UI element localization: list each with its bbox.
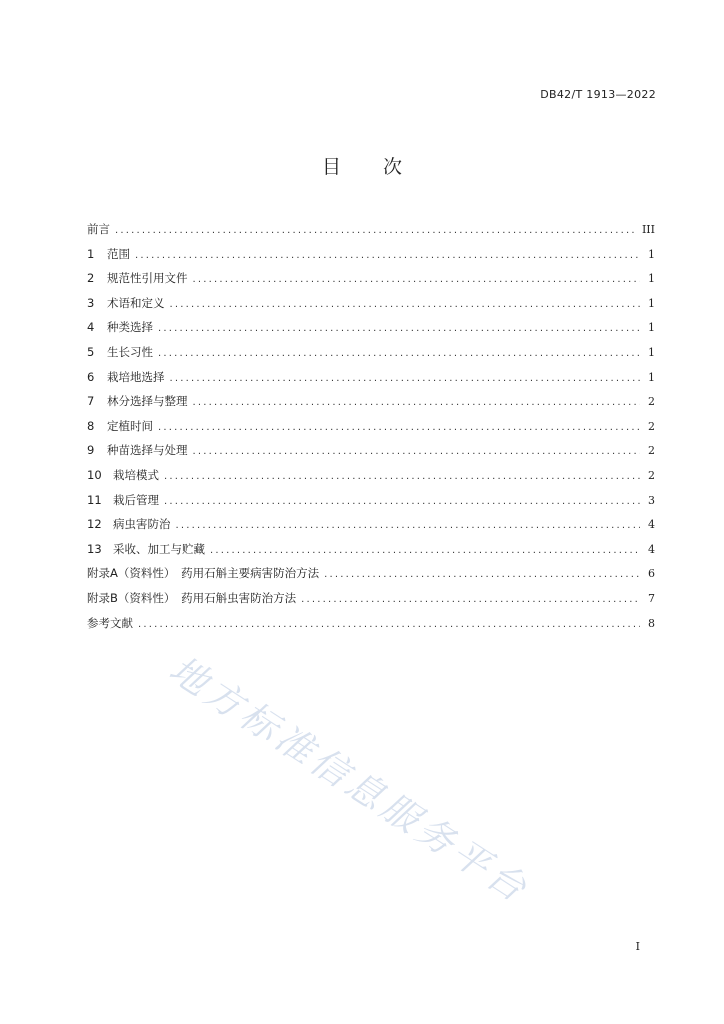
toc-entry-page: 2 <box>648 468 655 482</box>
toc-entry-number: 9 <box>87 443 95 458</box>
toc-entry-foreword[interactable] <box>87 221 655 246</box>
toc-entry-label: 生长习性 <box>107 344 153 359</box>
toc-entry-page: 2 <box>648 444 655 458</box>
toc-entry-number: 10 <box>87 467 102 482</box>
toc-entry-label: 前言 <box>87 222 110 236</box>
page-title <box>0 152 724 179</box>
toc-entry-terms[interactable] <box>87 295 655 320</box>
toc-entry-page: 8 <box>648 616 655 630</box>
toc-entry-label: 种苗选择与处理 <box>107 443 188 458</box>
toc-entry-label: 采收、加工与贮藏 <box>113 541 205 556</box>
toc-entry-label: 林分选择与整理 <box>107 394 188 409</box>
document-code: DB42/T 1913—2022 <box>540 88 656 101</box>
toc-entry-growth-habits[interactable] <box>87 344 655 369</box>
toc-entry-bibliography[interactable] <box>87 615 655 640</box>
toc-entry-number: 2 <box>87 271 95 286</box>
toc-entry-species-selection[interactable] <box>87 319 655 344</box>
toc-entry-label: 栽培地选择 <box>107 369 165 384</box>
toc-entry-number: 1 <box>87 246 95 261</box>
toc-dot-leader <box>164 496 640 507</box>
toc-dot-leader <box>138 619 640 630</box>
table-of-contents <box>87 221 655 639</box>
toc-entry-label: 病虫害防治 <box>113 517 171 532</box>
toc-entry-page: 1 <box>648 296 655 310</box>
toc-entry-appendix-b[interactable] <box>87 590 655 615</box>
toc-entry-page: 4 <box>648 518 655 532</box>
toc-entry-planting-time[interactable] <box>87 418 655 443</box>
toc-entry-page: 1 <box>648 247 655 261</box>
toc-dot-leader <box>158 323 640 334</box>
toc-entry-label: 种类选择 <box>107 320 153 335</box>
toc-entry-number: 6 <box>87 369 95 384</box>
toc-entry-page: III <box>641 223 655 236</box>
toc-dot-leader <box>135 250 640 261</box>
toc-entry-number: 8 <box>87 418 95 433</box>
toc-entry-number: 5 <box>87 344 95 359</box>
toc-entry-appendix-a[interactable] <box>87 565 655 590</box>
toc-entry-harvest-processing[interactable] <box>87 541 655 566</box>
toc-entry-normative-references[interactable] <box>87 270 655 295</box>
toc-entry-label: 附录A（资料性） 药用石斛主要病害防治方法 <box>87 566 320 581</box>
toc-entry-cultivation-mode[interactable] <box>87 467 655 492</box>
toc-dot-leader <box>193 274 641 285</box>
toc-entry-label: 定植时间 <box>107 418 153 433</box>
toc-entry-number: 13 <box>87 541 102 556</box>
toc-entry-page: 7 <box>648 591 655 605</box>
toc-dot-leader <box>193 446 641 457</box>
toc-entry-page: 1 <box>648 345 655 359</box>
title-char-2: 次 <box>383 156 403 178</box>
toc-entry-page: 4 <box>648 542 655 556</box>
toc-entry-number: 11 <box>87 492 102 507</box>
toc-entry-label: 附录B（资料性） 药用石斛虫害防治方法 <box>87 590 297 605</box>
toc-entry-page: 1 <box>648 272 655 286</box>
toc-entry-label: 参考文献 <box>87 615 133 630</box>
title-char-1: 目 <box>321 156 341 178</box>
toc-dot-leader <box>210 545 640 556</box>
toc-entry-pest-control[interactable] <box>87 516 655 541</box>
toc-entry-scope[interactable] <box>87 246 655 271</box>
toc-entry-stand-selection[interactable] <box>87 393 655 418</box>
toc-entry-number: 7 <box>87 394 95 409</box>
toc-dot-leader <box>301 594 640 605</box>
toc-entry-site-selection[interactable] <box>87 369 655 394</box>
toc-dot-leader <box>164 471 640 482</box>
toc-dot-leader <box>158 422 640 433</box>
toc-entry-label: 规范性引用文件 <box>107 271 188 286</box>
toc-entry-page: 3 <box>648 493 655 507</box>
toc-entry-label: 范围 <box>107 246 130 261</box>
toc-dot-leader <box>170 373 641 384</box>
toc-entry-number: 12 <box>87 517 102 532</box>
toc-entry-number: 3 <box>87 295 95 310</box>
toc-entry-label: 术语和定义 <box>107 295 165 310</box>
toc-dot-leader <box>115 225 637 236</box>
toc-entry-page: 6 <box>648 567 655 581</box>
toc-entry-page: 1 <box>648 370 655 384</box>
toc-entry-label: 栽培模式 <box>113 467 159 482</box>
watermark: 地方标准信息服务平台 <box>161 647 538 913</box>
page-number: I <box>635 940 640 953</box>
toc-entry-post-planting-management[interactable] <box>87 492 655 517</box>
toc-entry-page: 1 <box>648 321 655 335</box>
toc-dot-leader <box>324 569 640 580</box>
toc-entry-number: 4 <box>87 320 95 335</box>
toc-dot-leader <box>176 520 641 531</box>
toc-entry-page: 2 <box>648 395 655 409</box>
toc-entry-label: 栽后管理 <box>113 492 159 507</box>
toc-entry-seedling-selection[interactable] <box>87 442 655 467</box>
toc-dot-leader <box>170 299 641 310</box>
toc-entry-page: 2 <box>648 419 655 433</box>
toc-dot-leader <box>193 397 641 408</box>
toc-dot-leader <box>158 348 640 359</box>
